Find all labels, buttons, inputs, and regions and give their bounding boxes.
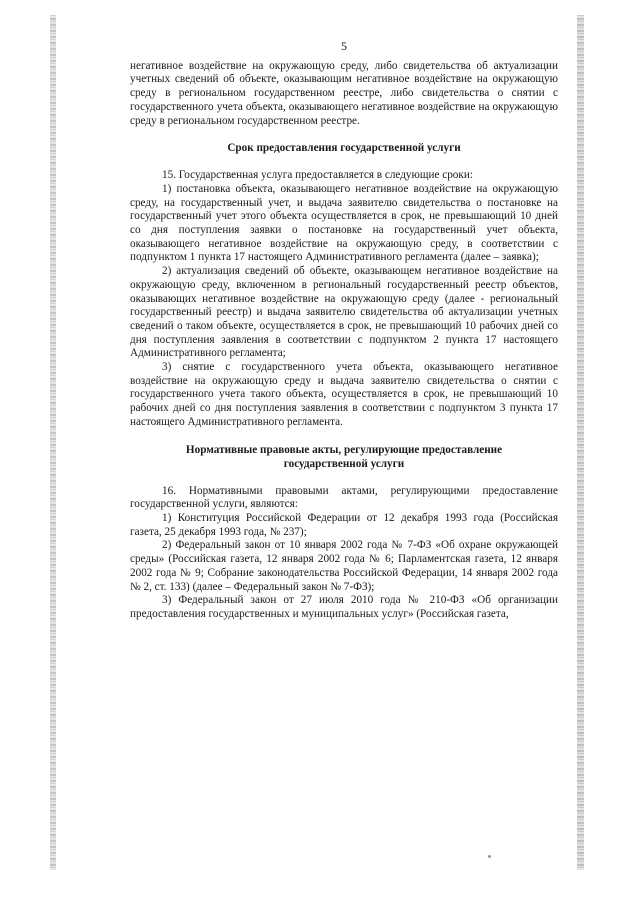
- paragraph-15-item-3: 3) снятие с государственного учета объекта, оказывающего негативное воздействие на окружающую среду и выдача заявителю свидетельства о снятии с государственного учета такого объекта, осуществляется в срок, не превышающий 10 рабочих дней со дня поступления заявления в соответствии с подпунктом 3 пункта 17 настоящего Административного регламента.: [130, 361, 558, 428]
- section-heading-legal-acts-line2: государственной услуги: [283, 457, 405, 470]
- paragraph-16-item-1: 1) Конституция Российской Федерации от 12 декабря 1993 года (Российская газета, 25 декабря 1993 года, № 237);: [130, 511, 558, 538]
- document-page: [130, 40, 558, 622]
- paragraph-15-item-1: 1) постановка объекта, оказывающего негативное воздействие на окружающую среду, на государственный учет, и выдача заявителю свидетельства о постановке на государственный учет этого объекта осуществляется в срок, не превышающий 10 дней со дня поступления заявки о постановке на государственный учет объекта, оказывающего негативное воздействие на окружающую среду, в соответствии с подпунктом 1 пункта 17 настоящего Административного регламента (далее – заявка);: [130, 182, 558, 264]
- paragraph-16-item-2: 2) Федеральный закон от 10 января 2002 года № 7-ФЗ «Об охране окружающей среды» (Российская газета, 12 января 2002 года № 6; Парламентская газета, 12 января 2002 года № 9; Собрание законодательства Российской Федерации, 14 января 2002 года № 2, ст. 133) (далее – Федеральный закон № 7-ФЗ);: [130, 539, 558, 593]
- page-number: 5: [341, 39, 347, 53]
- paragraph-16: 16. Нормативными правовыми актами, регулирующими предоставление государственной услуги, являются:: [130, 484, 558, 511]
- scan-edge-left: [50, 15, 56, 870]
- section-heading-term: Срок предоставления государственной услуги: [227, 142, 461, 155]
- intro-paragraph: негативное воздействие на окружающую среду, либо свидетельства об актуализации учетных сведений об объекте, оказывающим негативное воздействие на окружающую среду в региональном государственном реестре, либо свидетельства о снятии с государственного учета объекта, оказывающего негативное воздействие на окружающую среду в региональном государственном реестре.: [130, 59, 558, 127]
- scan-dot-mark: [488, 855, 491, 858]
- section-heading-legal-acts-line1: Нормативные правовые акты, регулирующие предоставление: [185, 443, 503, 456]
- scan-edge-right: [577, 15, 584, 870]
- paragraph-15-item-2: 2) актуализация сведений об объекте, оказывающем негативное воздействие на окружающую среду, включенном в региональный государственный реестр объектов, оказывающих негативное воздействие на окружающую среду (далее - региональный государственный реестр) и выдача заявителю свидетельства об актуализации учетных сведений о таком объекте, осуществляется в срок, не превышающий 10 рабочих дней со дня поступления заявления в соответствии с подпунктом 2 пункта 17 настоящего Административного регламента;: [130, 265, 558, 360]
- paragraph-16-item-3: 3) Федеральный закон от 27 июля 2010 года № 210-ФЗ «Об организации предоставления государственных и муниципальных услуг» (Российская газета,: [130, 594, 558, 620]
- section-heading-legal-acts: [130, 443, 558, 471]
- paragraph-15: 15. Государственная услуга предоставляется в следующие сроки:: [162, 169, 473, 182]
